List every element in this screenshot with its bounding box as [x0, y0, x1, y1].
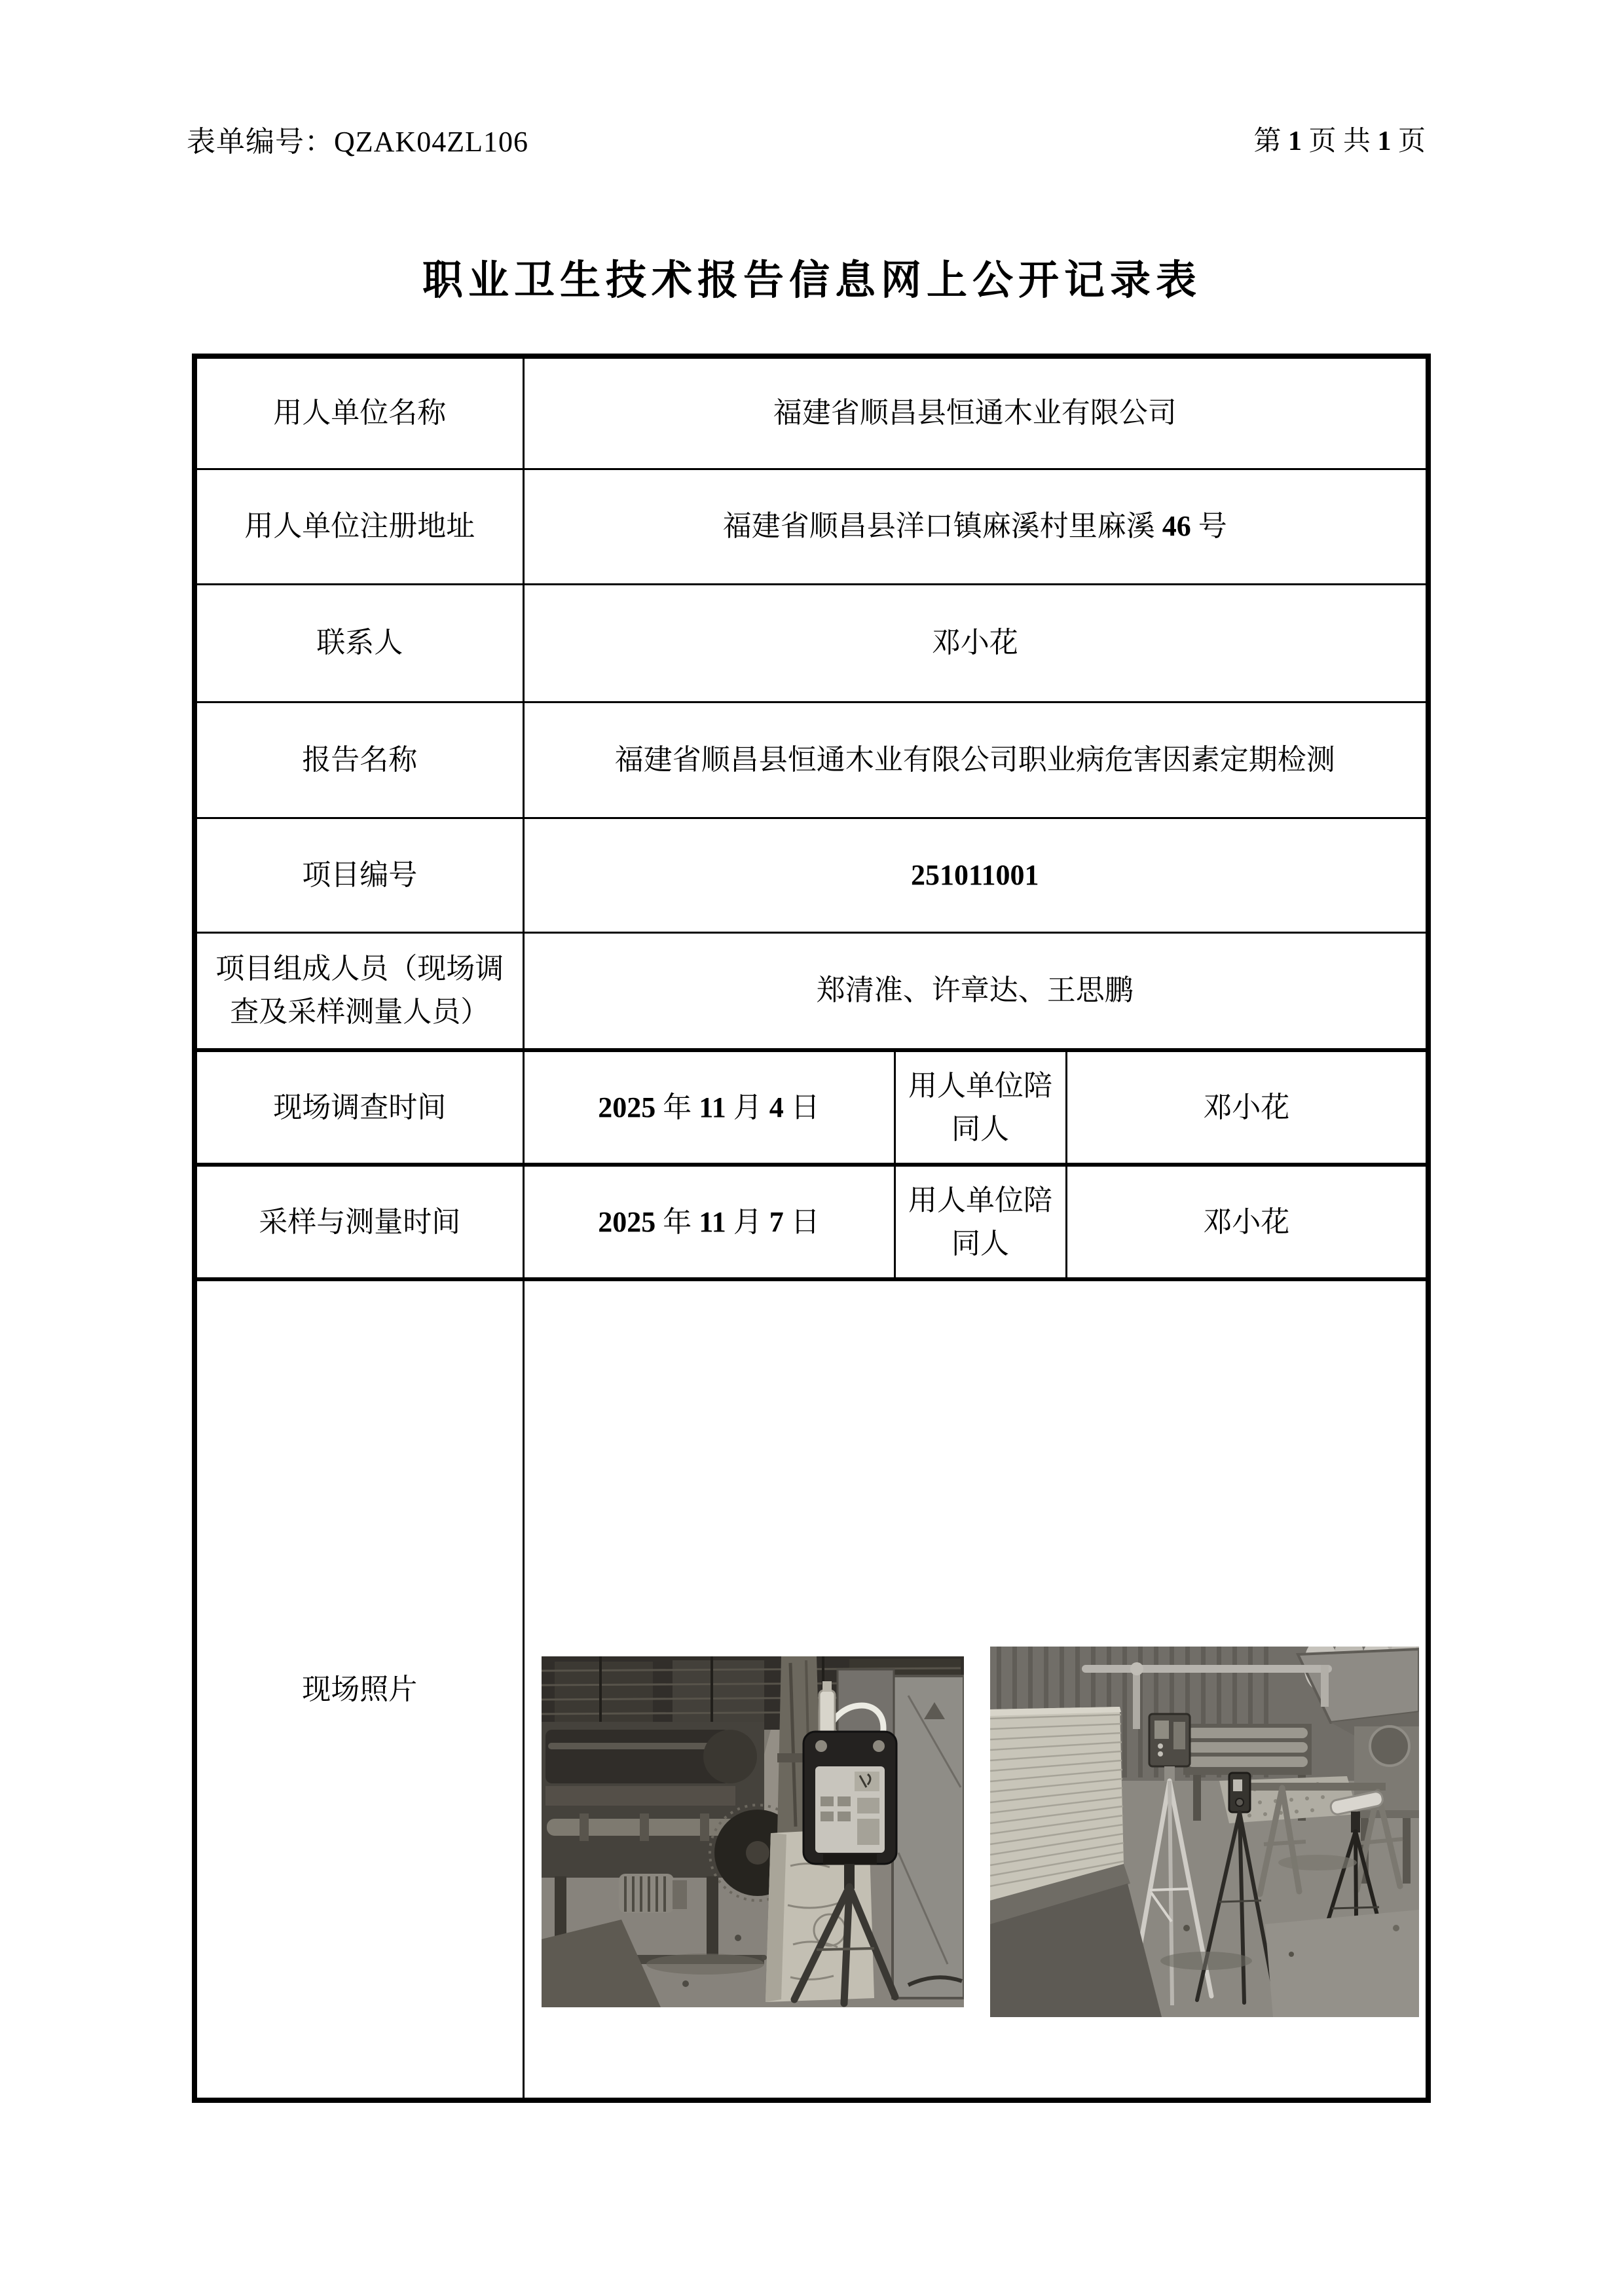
sampling-escort-label: 用人单位陪同人	[895, 1165, 1066, 1279]
report-name-label: 报告名称	[194, 702, 523, 818]
page-indicator-suffix: 页	[1397, 126, 1426, 156]
survey-day: 4	[769, 1091, 784, 1123]
survey-month: 11	[699, 1091, 726, 1123]
site-photos-label: 现场照片	[194, 1279, 523, 2100]
contact-value: 邓小花	[523, 584, 1428, 702]
address-suffix: 号	[1198, 510, 1227, 542]
sampling-device-at-machine-photo	[542, 1656, 964, 2007]
table-row-employer-address	[194, 469, 1428, 584]
sampling-time-label: 采样与测量时间	[194, 1165, 523, 1279]
table-row-contact	[194, 584, 1428, 702]
table-row-report-name	[194, 702, 1428, 818]
project-number: 251011001	[910, 858, 1039, 891]
employer-name-label: 用人单位名称	[194, 356, 523, 469]
project-team-value: 郑清准、许章达、王思鹏	[523, 932, 1428, 1050]
address-text: 福建省顺昌县洋口镇麻溪村里麻溪	[722, 510, 1155, 542]
table-row-sampling-time	[194, 1165, 1428, 1279]
table-row-site-photos	[194, 1279, 1428, 2100]
sampling-year-unit: 年	[663, 1205, 692, 1238]
survey-year: 2025	[598, 1091, 656, 1123]
survey-date-cell	[523, 1050, 895, 1165]
sampling-year: 2025	[598, 1205, 656, 1238]
page-indicator-prefix: 第	[1253, 126, 1282, 156]
survey-time-label: 现场调查时间	[194, 1050, 523, 1165]
address-number: 46	[1162, 510, 1191, 542]
sampling-month: 11	[699, 1205, 726, 1238]
form-number-value: QZAK04ZL106	[334, 126, 528, 158]
record-table	[192, 354, 1431, 2103]
tripods-in-plywood-workshop-photo	[990, 1647, 1419, 2017]
survey-day-unit: 日	[790, 1091, 820, 1123]
form-number-label: 表单编号：	[187, 126, 334, 158]
site-photos-container	[531, 1647, 1420, 2017]
survey-escort-value: 邓小花	[1066, 1050, 1428, 1165]
project-team-label: 项目组成人员（现场调查及采样测量人员）	[194, 932, 523, 1050]
employer-address-value	[523, 469, 1428, 584]
form-number	[187, 118, 528, 160]
survey-year-unit: 年	[663, 1091, 692, 1123]
report-name-value: 福建省顺昌县恒通木业有限公司职业病危害因素定期检测	[523, 702, 1428, 818]
table-row-employer-name	[194, 356, 1428, 469]
contact-label: 联系人	[194, 584, 523, 702]
table-row-survey-time	[194, 1050, 1428, 1165]
sampling-escort-value: 邓小花	[1066, 1165, 1428, 1279]
site-photos-cell	[523, 1279, 1428, 2100]
page-indicator	[1253, 119, 1426, 158]
project-no-value	[523, 818, 1428, 932]
sampling-date-cell	[523, 1165, 895, 1279]
sampling-month-unit: 月	[733, 1205, 762, 1238]
survey-escort-label: 用人单位陪同人	[895, 1050, 1066, 1165]
table-row-project-no	[194, 818, 1428, 932]
table-row-project-team	[194, 932, 1428, 1050]
page-title: 职业卫生技术报告信息网上公开记录表	[422, 259, 1202, 303]
page-current-number: 1	[1287, 126, 1302, 156]
sampling-day-unit: 日	[790, 1205, 820, 1238]
sampling-day: 7	[769, 1205, 784, 1238]
employer-name-value: 福建省顺昌县恒通木业有限公司	[523, 356, 1428, 469]
page-indicator-mid: 页 共	[1308, 126, 1371, 156]
project-no-label: 项目编号	[194, 818, 523, 932]
employer-address-label: 用人单位注册地址	[194, 469, 523, 584]
survey-month-unit: 月	[733, 1091, 762, 1123]
page-total-number: 1	[1377, 126, 1392, 156]
